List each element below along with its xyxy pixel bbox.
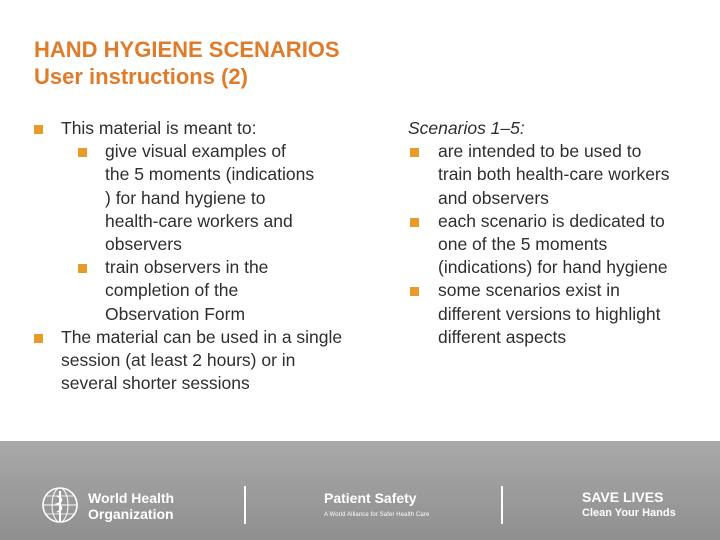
bullet-item — [34, 117, 364, 140]
who-line-2: Organization — [88, 506, 174, 522]
sub-bullet-text: give visual examples of the 5 moments (indications ) for hand hygiene to health-care workers and observers — [105, 141, 315, 255]
bullet-text: each scenario is dedicated to one of the 5 moments (indications) for hand hygiene — [438, 210, 668, 278]
patient-safety-title: Patient Safety — [324, 490, 417, 506]
title-line-1: HAND HYGIENE SCENARIOS — [34, 37, 340, 62]
save-lives-title: SAVE LIVES — [582, 489, 664, 505]
sub-bullet-item — [34, 140, 364, 256]
bullet-item — [408, 140, 698, 210]
title-line-2: User instructions (2) — [34, 64, 248, 89]
square-bullet-icon — [410, 287, 419, 296]
square-bullet-icon — [78, 148, 87, 157]
patient-safety-subtitle: A World Alliance for Safer Health Care — [324, 512, 430, 518]
square-bullet-icon — [34, 125, 43, 134]
bullet-text: This material is meant to: — [61, 118, 257, 138]
square-bullet-icon — [78, 264, 87, 273]
left-column — [34, 117, 364, 395]
who-line-1: World Health — [88, 490, 175, 506]
right-column — [408, 117, 698, 349]
bullet-text: The material can be used in a single session (at least 2 hours) or in several shorter sessions — [61, 326, 343, 394]
footer-bar — [0, 441, 720, 540]
bullet-text: are intended to be used to train both health-care workers and observers — [438, 141, 670, 208]
footer-divider — [244, 486, 246, 524]
slide-title — [34, 36, 340, 90]
scenarios-heading: Scenarios 1–5: — [408, 118, 525, 138]
sub-bullet-item — [34, 256, 364, 326]
footer-divider — [501, 486, 503, 524]
sub-bullet-text: train observers in the completion of the Observation Form — [105, 257, 269, 324]
bullet-item — [408, 279, 698, 349]
square-bullet-icon — [34, 334, 43, 343]
bullet-text: some scenarios exist in different versions to highlight different aspects — [438, 280, 661, 347]
bullet-item — [408, 210, 698, 280]
square-bullet-icon — [410, 218, 419, 227]
who-emblem-icon — [40, 485, 80, 525]
clean-hands-subtitle: Clean Your Hands — [582, 507, 676, 519]
square-bullet-icon — [410, 148, 419, 157]
who-wordmark — [88, 490, 174, 522]
bullet-item — [34, 326, 364, 396]
